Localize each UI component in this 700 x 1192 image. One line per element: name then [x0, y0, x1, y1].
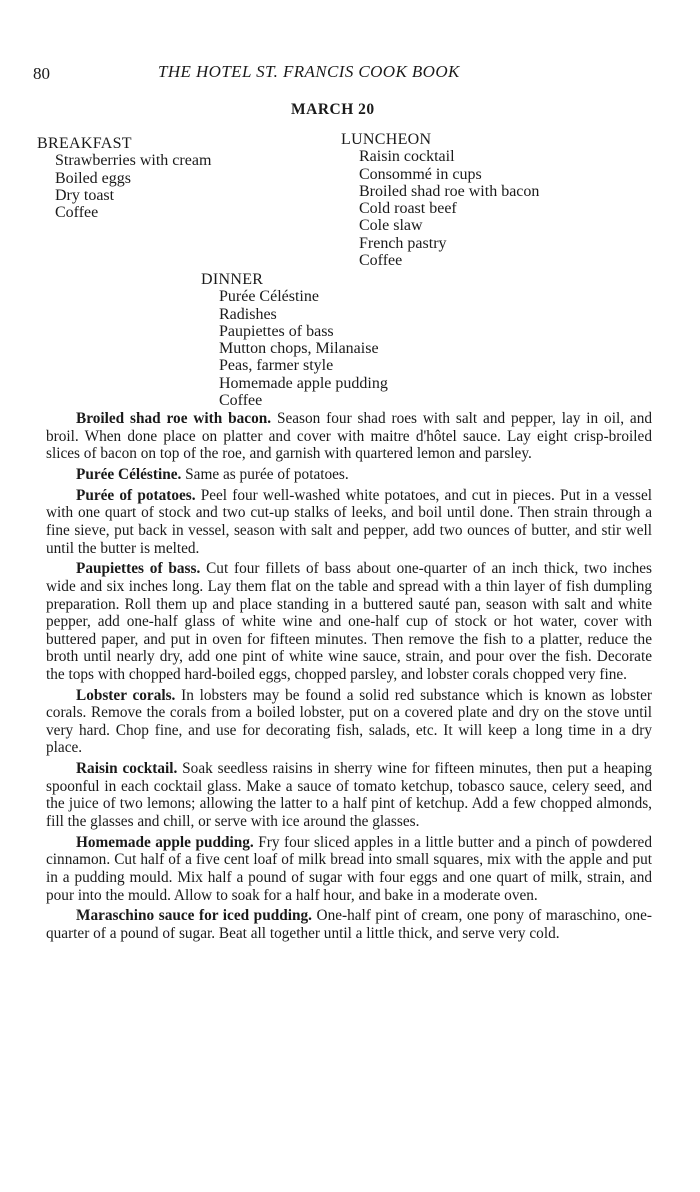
- recipe-paragraph: [46, 560, 652, 683]
- breakfast-heading: BREAKFAST: [37, 135, 132, 152]
- menu-item: Cole slaw: [359, 217, 423, 235]
- recipe-paragraph: [46, 487, 652, 557]
- recipe-title: Raisin cocktail.: [76, 760, 178, 778]
- menu-item: Consommé in cups: [359, 165, 482, 183]
- menu-item: Raisin cocktail: [359, 148, 455, 166]
- breakfast-menu: [37, 135, 211, 221]
- menu-item: Dry toast: [55, 186, 115, 204]
- menu-item: Coffee: [359, 252, 403, 270]
- menu-item: Paupiettes of bass: [219, 322, 334, 340]
- menu-item: Broiled shad roe with bacon: [359, 182, 540, 200]
- recipe-text: Cut four fillets of bass about one-quarter of an inch thick, two inches wide and six inches long. Lay them flat on the table and spread with a thin layer of fish dumpling preparation. Roll them up and place standing in a buttered sauté pan, season with salt and white pepper, add one-half glass of white wine and one-half cup of stock or hot water, cover with buttered paper, and put in oven for fifteen minutes. Then remove the fish to a platter, reduce the broth until nearly dry, add one pint of white wine sauce, strain, and pour over the fish. Decorate the tops with chopped hard-boiled eggs, chopped parsley, and lobster corals chopped very fine.: [46, 560, 652, 683]
- menu-item: French pastry: [359, 234, 447, 252]
- recipe-section: [46, 410, 652, 946]
- menu-item: Coffee: [219, 392, 263, 410]
- recipe-text: One-half pint of cream, one pony of maraschino, one-quarter of a pound of sugar. Beat all together until a little thick, and serve very cold.: [46, 907, 652, 942]
- recipe-paragraph: [46, 834, 652, 904]
- recipe-text: Soak seedless raisins in sherry wine for fifteen minutes, then put a heaping spoonful in each cocktail glass. Make a sauce of tomato ketchup, tobasco sauce, celery seed, and the juice of two lemons; allowing the latter to a half pint of ketchup. Add a few chopped almonds, fill the glasses and chill, or serve with ice around the glasses.: [46, 760, 652, 830]
- recipe-text: Peel four well-washed white potatoes, and cut in pieces. Put in a vessel with one quart of stock and two cut-up stalks of leeks, and boil until done. Then strain through a fine sieve, put back in vessel, season with salt and pepper, add two ounces of butter, and stir well until the butter is melted.: [46, 486, 652, 557]
- recipe-paragraph: [46, 466, 652, 484]
- luncheon-menu: [341, 131, 539, 269]
- menu-item: Purée Céléstine: [219, 288, 319, 306]
- page-number: 80: [33, 64, 50, 83]
- menu-item: Cold roast beef: [359, 200, 457, 218]
- recipe-text: Fry four sliced apples in a little butter and a pinch of powdered cinnamon. Cut half of a five cent loaf of milk bread into small squares, mix with the apple and put in a pudding mould. Mix half a pound of sugar with four eggs and one quart of milk, strain, and pour into the mould. Allow to soak for a half hour, and bake in a moderate oven.: [46, 833, 652, 904]
- luncheon-heading: LUNCHEON: [341, 131, 432, 148]
- menu-item: Mutton chops, Milanaise: [219, 340, 379, 358]
- recipe-title: Purée of potatoes.: [76, 486, 196, 504]
- recipe-paragraph: [46, 687, 652, 757]
- recipe-text: In lobsters may be found a solid red substance which is known as lobster corals. Remove the corals from a boiled lobster, put on a covered plate and dry on the stove until very hard. Chop fine, and use for decorating fish, salads, etc. It will keep a long time in a dry place.: [46, 686, 652, 757]
- recipe-text: Season four shad roes with salt and pepper, lay in oil, and broil. When done place on platter and cover with maitre d'hôtel sauce. Lay eight crisp-broiled slices of bacon on top of the roe, and garnish with quartered lemon and parsley.: [46, 410, 652, 463]
- menu-item: Coffee: [55, 204, 99, 222]
- menu-item: Radishes: [219, 305, 277, 323]
- running-head: THE HOTEL ST. FRANCIS COOK BOOK: [158, 62, 460, 81]
- recipe-title: Purée Céléstine.: [76, 465, 182, 483]
- recipe-title: Homemade apple pudding.: [76, 833, 254, 851]
- recipe-title: Broiled shad roe with bacon.: [76, 410, 272, 427]
- recipe-text: Same as purée of potatoes.: [185, 465, 349, 483]
- recipe-title: Paupiettes of bass.: [76, 560, 201, 578]
- dinner-menu: [201, 271, 388, 409]
- menu-item: Peas, farmer style: [219, 357, 334, 375]
- recipe-paragraph: [46, 410, 652, 463]
- recipe-paragraph: [46, 760, 652, 830]
- date-heading: MARCH 20: [291, 101, 375, 118]
- dinner-heading: DINNER: [201, 271, 264, 288]
- recipe-title: Lobster corals.: [76, 686, 176, 704]
- recipe-paragraph: [46, 907, 652, 942]
- menu-item: Homemade apple pudding: [219, 374, 388, 392]
- recipe-title: Maraschino sauce for iced pudding.: [76, 907, 312, 925]
- menu-item: Boiled eggs: [55, 169, 131, 187]
- menu-item: Strawberries with cream: [55, 152, 212, 170]
